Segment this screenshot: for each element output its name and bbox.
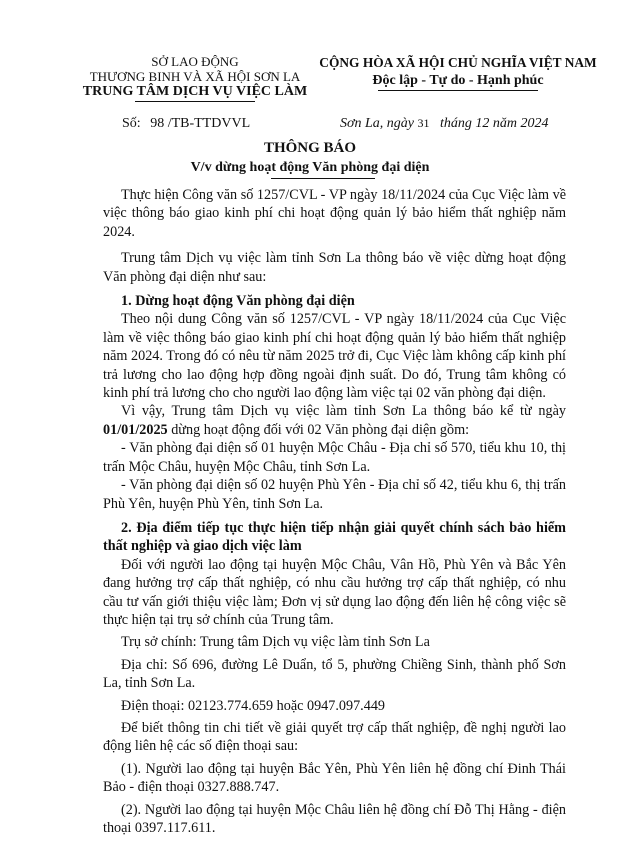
intro-paragraph-2: Trung tâm Dịch vụ việc làm tỉnh Sơn La thông báo về việc dừng hoạt động Văn phòng đại diện như sau: (103, 250, 566, 285)
document-body (103, 186, 566, 837)
office-item-2: - Văn phòng đại diện số 02 huyện Phù Yên - Địa chỉ số 42, tiểu khu 6, thị trấn Phù Yên, huyện Phù Yên, tỉnh Sơn La. (103, 477, 566, 512)
head-office-address: Địa chỉ: Số 696, đường Lê Duẩn, tổ 5, phường Chiềng Sinh, thành phố Sơn La, tỉnh Sơn La. (103, 656, 566, 692)
so-code: /TB-TTDVVL (167, 116, 251, 131)
s1-p2-part-b: dừng hoạt động đối với 02 Văn phòng đại diện gồm: (171, 421, 470, 438)
section-2-paragraph-1: Đối với người lao động tại huyện Mộc Châu, Vân Hồ, Phù Yên và Bắc Yên đang hưởng trợ cấp thất nghiệp, có nhu cầu hưởng trợ cấp thất nghiệp, có nhu cầu tư vấn giới thiệu việc làm; Đơn vị sử dụng lao động đến liên hệ công việc sẽ thực hiện tại trụ sở chính của Trung tâm. (103, 556, 566, 628)
head-office: Trụ sở chính: Trung tâm Dịch vụ việc làm tỉnh Sơn La (121, 634, 430, 651)
issue-date (340, 116, 548, 132)
intro-paragraph-1: Thực hiện Công văn số 1257/CVL - VP ngày 18/11/2024 của Cục Việc làm về việc thông báo giao kinh phí chi hoạt động quản lý bảo hiểm thất nghiệp năm 2024. (103, 187, 566, 240)
agency-line-1: SỞ LAO ĐỘNG (151, 54, 239, 69)
section-1-paragraph-2 (103, 402, 566, 439)
agency-underline (135, 101, 255, 102)
agency-line-2: THƯƠNG BINH VÀ XÃ HỘI SƠN LA (89, 69, 301, 84)
agency-name: TRUNG TÂM DỊCH VỤ VIỆC LÀM (82, 84, 308, 99)
national-header-block (308, 54, 608, 91)
so-label: Số: (122, 116, 141, 131)
office-item-1: - Văn phòng đại diện số 01 huyện Mộc Châu - Địa chỉ số 570, tiểu khu 10, thị trấn Mộc Châu, huyện Mộc Châu, tỉnh Sơn La. (103, 440, 566, 475)
head-office-phone: Điện thoại: 02123.774.659 hoặc 0947.097.449 (121, 697, 386, 714)
subject-text: V/v dừng hoạt động Văn phòng đại diện (190, 160, 430, 175)
section-1-heading: 1. Dừng hoạt động Văn phòng đại diện (121, 293, 355, 310)
document-subject (0, 160, 620, 176)
date-day: 31 (417, 116, 430, 130)
issuing-agency-block (70, 54, 320, 102)
date-prefix: Sơn La, ngày (340, 116, 414, 131)
contact-intro: Để biết thông tin chi tiết về giải quyết trợ cấp thất nghiệp, đề nghị người lao động liên hệ các số điện thoại sau: (103, 719, 566, 755)
subject-underline (271, 178, 375, 179)
document-title: THÔNG BÁO (263, 140, 357, 156)
nation-name: CỘNG HÒA XÃ HỘI CHỦ NGHĨA VIỆT NAM (319, 55, 597, 70)
contact-item-1: (1). Người lao động tại huyện Bắc Yên, Phù Yên liên hệ đồng chí Đinh Thái Bảo - điện thoại 0327.888.747. (103, 760, 566, 796)
national-motto: Độc lập - Tự do - Hạnh phúc (372, 73, 544, 88)
section-1-paragraph-1: Theo nội dung Công văn số 1257/CVL - VP ngày 18/11/2024 của Cục Việc làm về việc thông báo giao kinh phí chi hoạt động quản lý bảo hiểm thất nghiệp năm 2024. Trong đó có nêu từ năm 2025 trở đi, Cục Việc làm không cấp kinh phí trả lương cho lao động hợp đồng ngoài định suất. Do đó, Trung tâm không có kinh phí trả lương cho cho người lao động làm việc tại 02 văn phòng đại diện. (103, 311, 566, 402)
so-number: 98 (150, 116, 165, 131)
section-2-heading: 2. Địa điểm tiếp tục thực hiện tiếp nhận giải quyết chính sách bảo hiểm thất nghiệp và giao dịch việc làm (103, 519, 566, 555)
s1-p2-date: 01/01/2025 (103, 421, 168, 438)
s1-p2-part-a: Vì vậy, Trung tâm Dịch vụ việc làm tỉnh Sơn La thông báo kể từ ngày (121, 403, 566, 420)
date-suffix: tháng 12 năm 2024 (439, 116, 549, 131)
contact-item-2: (2). Người lao động tại huyện Mộc Châu liên hệ đồng chí Đỗ Thị Hằng - điện thoại 0397.117.611. (103, 801, 566, 836)
document-number (122, 116, 250, 132)
motto-underline (378, 90, 538, 91)
